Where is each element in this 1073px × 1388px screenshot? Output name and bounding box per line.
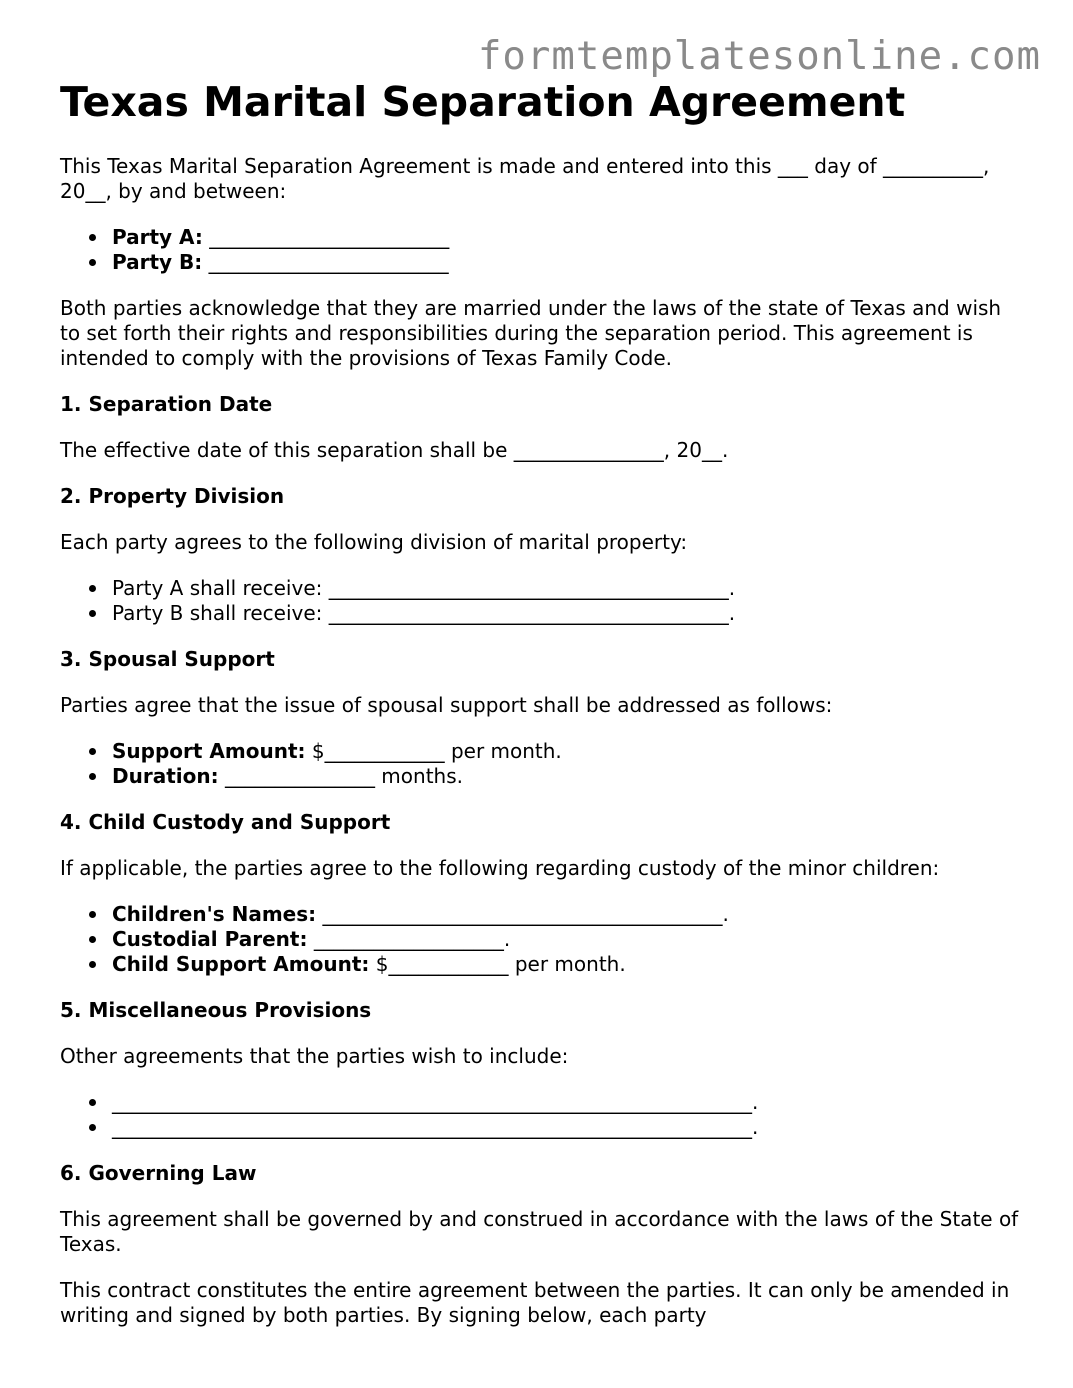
parties-list — [60, 225, 1020, 275]
child-custody-list — [60, 902, 1020, 977]
intro-paragraph: This Texas Marital Separation Agreement is made and entered into this ___ day of __________, 20__, by and between: — [60, 154, 990, 203]
support-amount-blank[interactable]: $____________ per month. — [311, 739, 562, 763]
governing-law-text: This agreement shall be governed by and construed in accordance with the laws of the State of Texas. — [60, 1207, 1019, 1256]
support-amount-item — [112, 739, 1020, 764]
party-b-blank[interactable]: ________________________ — [208, 250, 449, 274]
miscellaneous-list — [60, 1090, 1020, 1140]
childrens-names-item — [112, 902, 1020, 927]
miscellaneous-blank-2[interactable]: ________________________________________________________________. — [112, 1115, 1020, 1140]
child-support-label: Child Support Amount: — [112, 952, 370, 976]
property-division-list — [60, 576, 1020, 626]
custodial-parent-item — [112, 927, 1020, 952]
child-support-item — [112, 952, 1020, 977]
spousal-support-text: Parties agree that the issue of spousal support shall be addressed as follows: — [60, 693, 833, 717]
party-b-item — [112, 250, 1020, 275]
party-a-blank[interactable]: ________________________ — [209, 225, 450, 249]
section-heading-governing-law: 6. Governing Law — [60, 1161, 257, 1185]
duration-label: Duration: — [112, 764, 219, 788]
document-title: Texas Marital Separation Agreement — [60, 78, 906, 126]
property-item-party-a[interactable]: Party A shall receive: ________________________________________. — [112, 576, 1020, 601]
support-amount-label: Support Amount: — [112, 739, 306, 763]
property-item-party-b[interactable]: Party B shall receive: ________________________________________. — [112, 601, 1020, 626]
watermark: formtemplatesonline.com — [477, 34, 1041, 79]
child-custody-text: If applicable, the parties agree to the following regarding custody of the minor children: — [60, 856, 940, 880]
spousal-support-list — [60, 739, 1020, 789]
miscellaneous-blank-1[interactable]: ________________________________________________________________. — [112, 1090, 1020, 1115]
party-a-label: Party A: — [112, 225, 203, 249]
childrens-names-blank[interactable]: ________________________________________. — [322, 902, 729, 926]
duration-item — [112, 764, 1020, 789]
child-support-blank[interactable]: $____________ per month. — [375, 952, 626, 976]
section-heading-property-division: 2. Property Division — [60, 484, 285, 508]
property-division-text: Each party agrees to the following division of marital property: — [60, 530, 688, 554]
duration-blank[interactable]: _______________ months. — [224, 764, 463, 788]
section-heading-spousal-support: 3. Spousal Support — [60, 647, 275, 671]
custodial-parent-label: Custodial Parent: — [112, 927, 308, 951]
section-heading-separation-date: 1. Separation Date — [60, 392, 273, 416]
party-a-item — [112, 225, 1020, 250]
custodial-parent-blank[interactable]: ___________________. — [313, 927, 511, 951]
miscellaneous-text: Other agreements that the parties wish to include: — [60, 1044, 569, 1068]
document-body — [60, 154, 1020, 1349]
childrens-names-label: Children's Names: — [112, 902, 317, 926]
section-heading-child-custody: 4. Child Custody and Support — [60, 810, 391, 834]
party-b-label: Party B: — [112, 250, 203, 274]
acknowledgment-paragraph: Both parties acknowledge that they are married under the laws of the state of Texas and wish to set forth their rights and responsibilities during the separation period. This agreement is intended to comply with the provisions of Texas Family Code. — [60, 296, 1002, 370]
separation-date-text[interactable]: The effective date of this separation shall be _______________, 20__. — [60, 438, 729, 462]
closing-paragraph: This contract constitutes the entire agreement between the parties. It can only be amended in writing and signed by both parties. By signing below, each party — [60, 1278, 1010, 1327]
section-heading-miscellaneous: 5. Miscellaneous Provisions — [60, 998, 372, 1022]
